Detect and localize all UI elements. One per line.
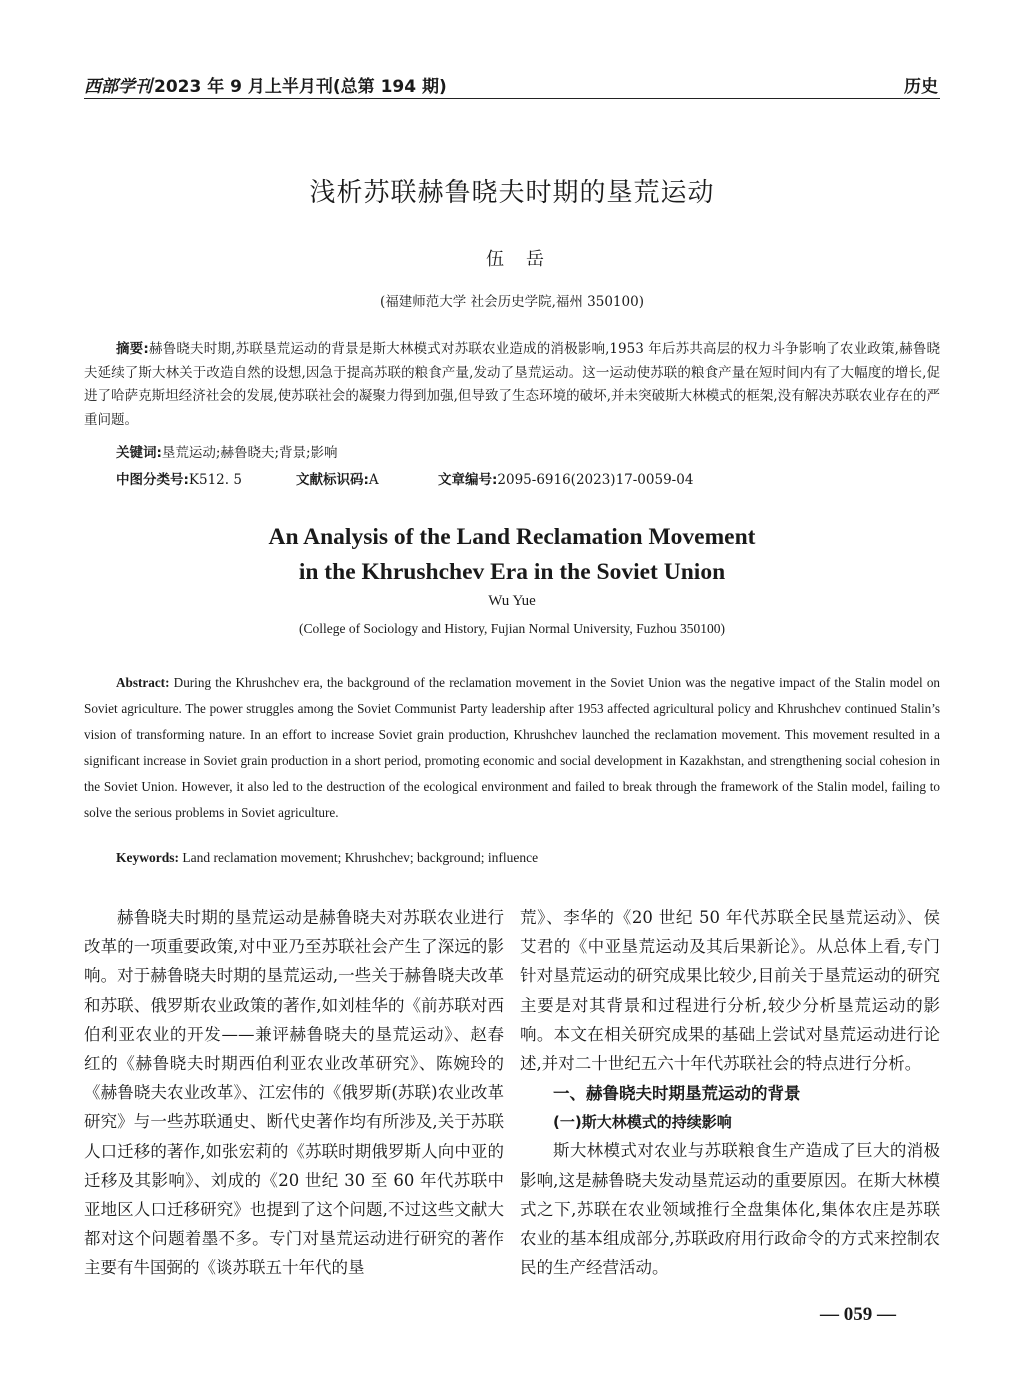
keywords-en-text: Land reclamation movement; Khrushchev; background; influence — [182, 850, 539, 865]
article-title-cn: 浅析苏联赫鲁晓夫时期的垦荒运动 — [309, 178, 715, 208]
abstract-cn-text: 赫鲁晓夫时期,苏联垦荒运动的背景是斯大林模式对苏联农业造成的消极影响,1953 年后苏共高层的权力斗争影响了农业政策,赫鲁晓夫延续了斯大林关于改造自然的设想,因急于提高苏联的粮食产量,发动了垦荒运动。这一运动使苏联的粮食产量在短时间内有了大幅度的增长,促进了哈萨克斯坦经济社会的发展,使苏联社会的凝聚力得到加强,但导致了生态环境的破坏,并未突破斯大林模式的框架,没有解决苏联农业存在的严重问题。 — [84, 341, 940, 428]
affiliation-en: (College of Sociology and History, Fujian Normal University, Fuzhou 350100) — [298, 621, 726, 636]
page-number: — 059 — — [820, 1304, 896, 1325]
body-paragraph: 荒》、李华的《20 世纪 50 年代苏联全民垦荒运动》、侯艾君的《中亚垦荒运动及其后果新论》。从总体上看,专门针对垦荒运动的研究成果比较少,目前关于垦荒运动的研究主要是对其背景和过程进行分析,较少分析垦荒运动的影响。本文在相关研究成果的基础上尝试对垦荒运动进行论述,并对二十世纪五六十年代苏联社会的特点进行分析。 — [520, 908, 940, 1074]
doc-code-value: A — [368, 472, 379, 488]
running-header — [84, 70, 940, 99]
clc-label: 中图分类号: — [116, 472, 189, 488]
abstract-en — [84, 670, 940, 826]
body-paragraph: 赫鲁晓夫时期的垦荒运动是赫鲁晓夫对苏联农业进行改革的一项重要政策,对中亚乃至苏联社会产生了深远的影响。对于赫鲁晓夫时期的垦荒运动,一些关于赫鲁晓夫改革和苏联、俄罗斯农业政策的著作,如刘桂华的《前苏联对西伯利亚农业的开发——兼评赫鲁晓夫的垦荒运动》、赵春红的《赫鲁晓夫时期西伯利亚农业改革研究》、陈婉玲的《赫鲁晓夫农业改革》、江宏伟的《俄罗斯(苏联)农业改革研究》与一些苏联通史、断代史著作均有所涉及,关于苏联人口迁移的著作,如张宏莉的《苏联时期俄罗斯人向中亚的迁移及其影响》、刘成的《20 世纪 30 至 60 年代苏联中亚地区人口迁移研究》也提到了这个问题,不过这些文献大都对这个问题着墨不多。专门对垦荒运动进行研究的著作主要有牛国弼的《谈苏联五十年代的垦 — [84, 908, 504, 1278]
article-number-value: 2095-6916(2023)17-0059-04 — [497, 472, 694, 488]
keywords-cn — [116, 441, 338, 461]
clc-value: K512. 5 — [188, 472, 242, 488]
body-column-left — [84, 903, 504, 1283]
article-number-label: 文章编号: — [438, 472, 498, 488]
body-paragraph: 斯大林模式对农业与苏联粮食生产造成了巨大的消极影响,这是赫鲁晓夫发动垦荒运动的重要原因。在斯大林模式之下,苏联在农业领域推行全盘集体化,集体农庄是苏联农业的基本组成部分,苏联政府用行政命令的方式来控制农民的生产经营活动。 — [520, 1141, 940, 1278]
affiliation-cn: (福建师范大学 社会历史学院,福州 350100) — [380, 294, 644, 310]
body-column-right — [520, 903, 940, 1282]
abstract-en-text: During the Khrushchev era, the background of the reclamation movement in the Soviet Union was the negative impact of the Stalin model on Soviet agriculture. The power struggles among the Soviet Communist Party leadership after 1953 affected agricultural policy and Khrushchev continued Stalin’s vision of transforming nature. In an effort to increase Soviet grain production, Khrushchev launched the reclamation movement. This movement resulted in a significant increase in Soviet grain production in a short period, promoting economic and social development in Kazakhstan, and strengthening social cohesion in the Soviet Union. However, it also led to the destruction of the ecological environment and failed to break through the framework of the Stalin model, failing to solve the serious problems in Soviet agriculture. — [84, 675, 941, 820]
section-heading: 一、赫鲁晓夫时期垦荒运动的背景 — [553, 1084, 801, 1104]
keywords-cn-text: 垦荒运动;赫鲁晓夫;背景;影响 — [161, 445, 338, 461]
author-cn: 伍岳 — [486, 249, 566, 270]
keywords-en — [116, 850, 538, 866]
subsection-heading: (一)斯大林模式的持续影响 — [553, 1113, 732, 1132]
abstract-cn-label: 摘要: — [116, 341, 149, 357]
article-title-en — [0, 520, 1024, 590]
issue-text: 2023 年 9 月上半月刊(总第 194 期) — [154, 77, 447, 97]
keywords-en-label: Keywords: — [116, 850, 179, 865]
keywords-cn-label: 关键词: — [116, 445, 162, 461]
journal-logo: 西部学刊 — [84, 77, 152, 97]
journal-issue-line — [84, 72, 447, 97]
author-en: Wu Yue — [488, 593, 536, 609]
section-label: 历史 — [904, 77, 938, 97]
abstract-en-label: Abstract: — [116, 675, 170, 690]
abstract-cn — [84, 338, 940, 432]
title-en-line1: An Analysis of the Land Reclamation Movement — [268, 524, 756, 550]
title-en-line2: in the Khrushchev Era in the Soviet Union — [298, 559, 726, 585]
doc-code-label: 文献标识码: — [296, 472, 369, 488]
classification-meta — [116, 468, 936, 488]
